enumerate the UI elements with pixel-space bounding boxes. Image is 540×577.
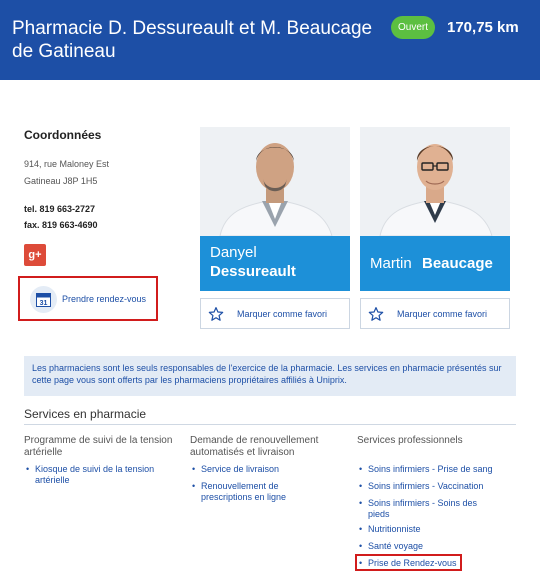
service-link[interactable]: • Soins infirmiers - Vaccination <box>359 481 514 492</box>
service-link[interactable]: • Renouvellement de prescriptions en ligne <box>192 481 312 503</box>
pharmacist-lastname: Dessureault <box>210 263 296 280</box>
address-line1: 914, rue Maloney Est <box>24 159 110 169</box>
service-link[interactable]: • Kiosque de suivi de la tension artérielle <box>26 464 176 486</box>
prendre-rendez-vous-button[interactable] <box>18 276 158 321</box>
pharmacist-firstname: Danyel <box>210 244 257 261</box>
calendar-icon <box>36 292 51 307</box>
address-line2: Gatineau J8P 1H5 <box>24 176 98 186</box>
favorite-label: Marquer comme favori <box>237 309 328 319</box>
favorite-button-beaucage[interactable] <box>360 298 510 329</box>
star-icon <box>368 306 384 322</box>
services-title: Services en pharmacie <box>24 407 147 421</box>
pharmacist-card-beaucage[interactable] <box>360 127 510 291</box>
phone-number[interactable]: tel. 819 663-2727 <box>24 204 96 214</box>
fax-number: fax. 819 663-4690 <box>24 220 98 230</box>
pharmacist-name-beaucage <box>360 236 510 291</box>
distance-label: 170,75 km <box>447 19 519 36</box>
prise-rendez-vous-link[interactable]: • Prise de Rendez-vous <box>359 558 464 569</box>
service-column-heading: Services professionnels <box>357 435 463 446</box>
service-column-heading: Programme de suivi de la tension artérielle <box>24 435 173 458</box>
calendar-day: 31 <box>39 300 48 307</box>
calendar-icon-background <box>30 286 57 313</box>
pharmacist-photo-beaucage <box>360 127 510 236</box>
pharmacist-card-dessureault[interactable] <box>200 127 350 291</box>
status-badge: Ouvert <box>391 16 435 39</box>
pharmacist-lastname: Beaucage <box>422 255 493 272</box>
service-link[interactable]: • Soins infirmiers - Prise de sang <box>359 464 514 475</box>
coordonnees-title: Coordonnées <box>24 128 102 142</box>
pharmacist-firstname: Martin <box>370 255 412 272</box>
pharmacy-header <box>0 0 540 80</box>
favorite-label: Marquer comme favori <box>397 309 488 319</box>
service-column-heading: Demande de renouvellement automatisés et livraison <box>190 435 319 458</box>
favorite-button-dessureault[interactable] <box>200 298 350 329</box>
google-plus-icon[interactable]: g+ <box>24 244 46 266</box>
divider <box>24 424 516 425</box>
pharmacist-disclaimer: Les pharmaciens sont les seuls responsables de l'exercice de la pharmacie. Les services en pharmacie présentés sur cette page vous sont offerts par les pharmaciens propriétaires affiliés à Uniprix. <box>24 356 516 396</box>
page-title: Pharmacie D. Dessureault et M. Beaucage de Gatineau <box>12 18 373 62</box>
pharmacist-name-dessureault <box>200 236 350 291</box>
prendre-rendez-vous-label: Prendre rendez-vous <box>62 294 147 304</box>
service-link[interactable]: • Santé voyage <box>359 541 514 552</box>
service-link[interactable]: • Service de livraison <box>192 464 342 475</box>
service-link[interactable]: • Soins infirmiers - Soins des pieds <box>359 498 499 520</box>
service-link[interactable]: • Nutritionniste <box>359 524 514 535</box>
star-icon <box>208 306 224 322</box>
pharmacist-photo-dessureault <box>200 127 350 236</box>
